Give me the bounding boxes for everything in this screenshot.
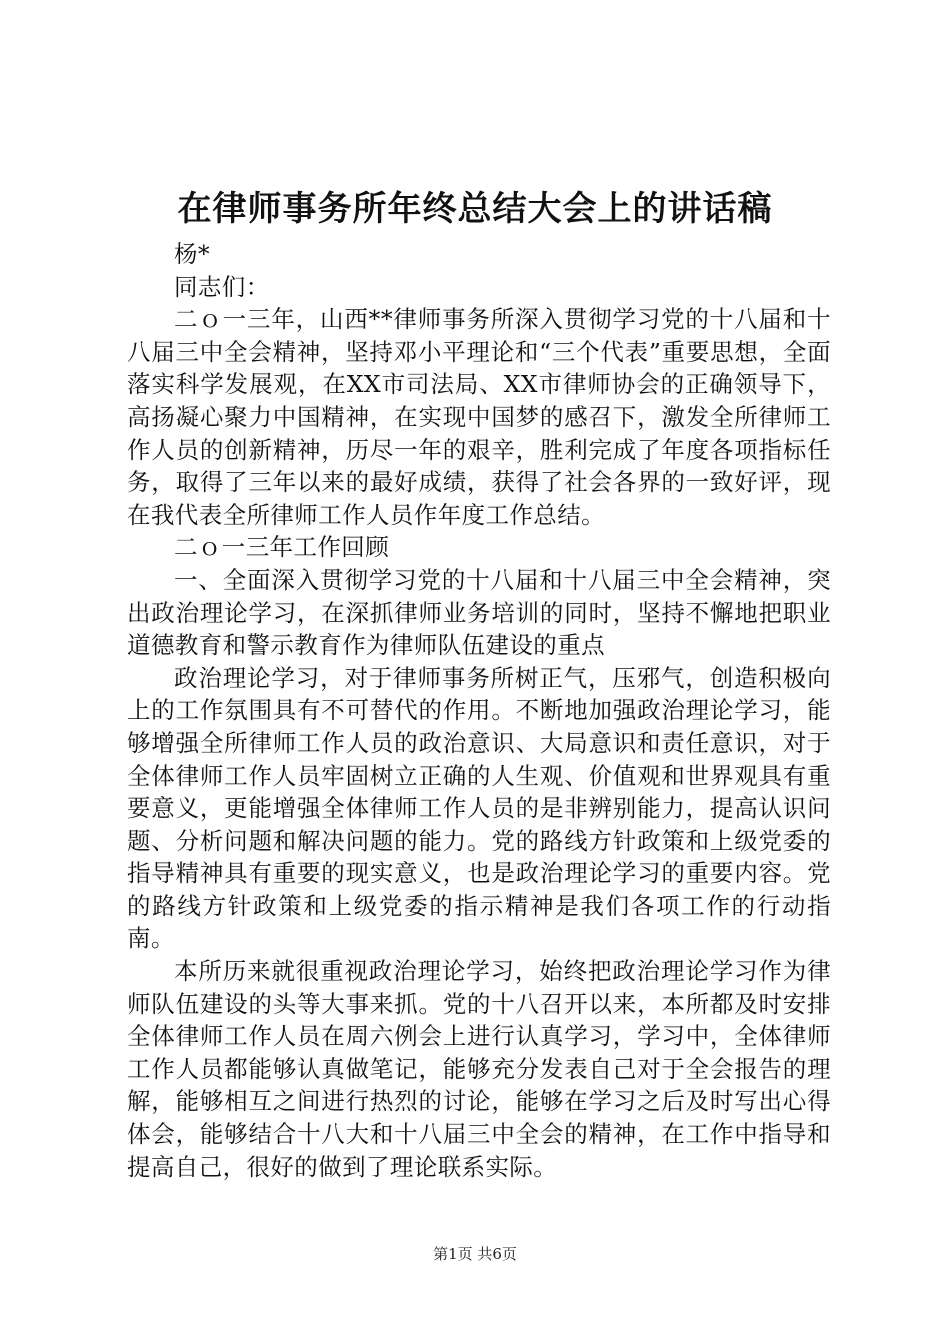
document-body — [127, 238, 831, 1183]
author-line: 杨* — [174, 240, 211, 268]
page-number-footer: 第1页 共6页 — [433, 1245, 517, 1263]
section-heading-one: 一、全面深入贯彻学习党的十八届和十八届三中全会精神，突出政治理论学习，在深抓律师业务培训的同时，坚持不懈地把职业道德教育和警示教育作为律师队伍建设的重点 — [127, 565, 831, 660]
document-title: 在律师事务所年终总结大会上的讲话稿 — [177, 189, 773, 229]
greeting-line: 同志们： — [174, 272, 270, 301]
paragraph-intro: 二ｏ一三年，山西**律师事务所深入贯彻学习党的十八届和十八届三中全会精神，坚持邓小平理论和“三个代表”重要思想，全面落实科学发展观，在XX市司法局、XX市律师协会的正确领导下，高扬凝心聚力中国精神，在实现中国梦的感召下，激发全所律师工作人员的创新精神，历尽一年的艰辛，胜利完成了年度各项指标任务，取得了三年以来的最好成绩，获得了社会各界的一致好评，现在我代表全所律师工作人员作年度工作总结。 — [127, 305, 831, 529]
section-heading-review: 二ｏ一三年工作回顾 — [174, 533, 390, 562]
paragraph-political-study: 政治理论学习，对于律师事务所树正气，压邪气，创造积极向上的工作氛围具有不可替代的作用。不断地加强政治理论学习，能够增强全所律师工作人员的政治意识、大局意识和责任意识，对于全体律师工作人员牢固树立正确的人生观、价值观和世界观具有重要意义，更能增强全体律师工作人员的是非辨别能力，提高认识问题、分析问题和解决问题的能力。党的路线方针政策和上级党委的指导精神具有重要的现实意义，也是政治理论学习的重要内容。党的路线方针政策和上级党委的指示精神是我们各项工作的行动指南。 — [127, 663, 831, 953]
paragraph-firm-practice: 本所历来就很重视政治理论学习，始终把政治理论学习作为律师队伍建设的头等大事来抓。党的十八召开以来，本所都及时安排全体律师工作人员在周六例会上进行认真学习，学习中，全体律师工作人员都能够认真做笔记，能够充分发表自己对于全会报告的理解，能够相互之间进行热烈的讨论，能够在学习之后及时写出心得体会，能够结合十八大和十八届三中全会的精神，在工作中指导和提高自己，很好的做到了理论联系实际。 — [127, 957, 831, 1181]
